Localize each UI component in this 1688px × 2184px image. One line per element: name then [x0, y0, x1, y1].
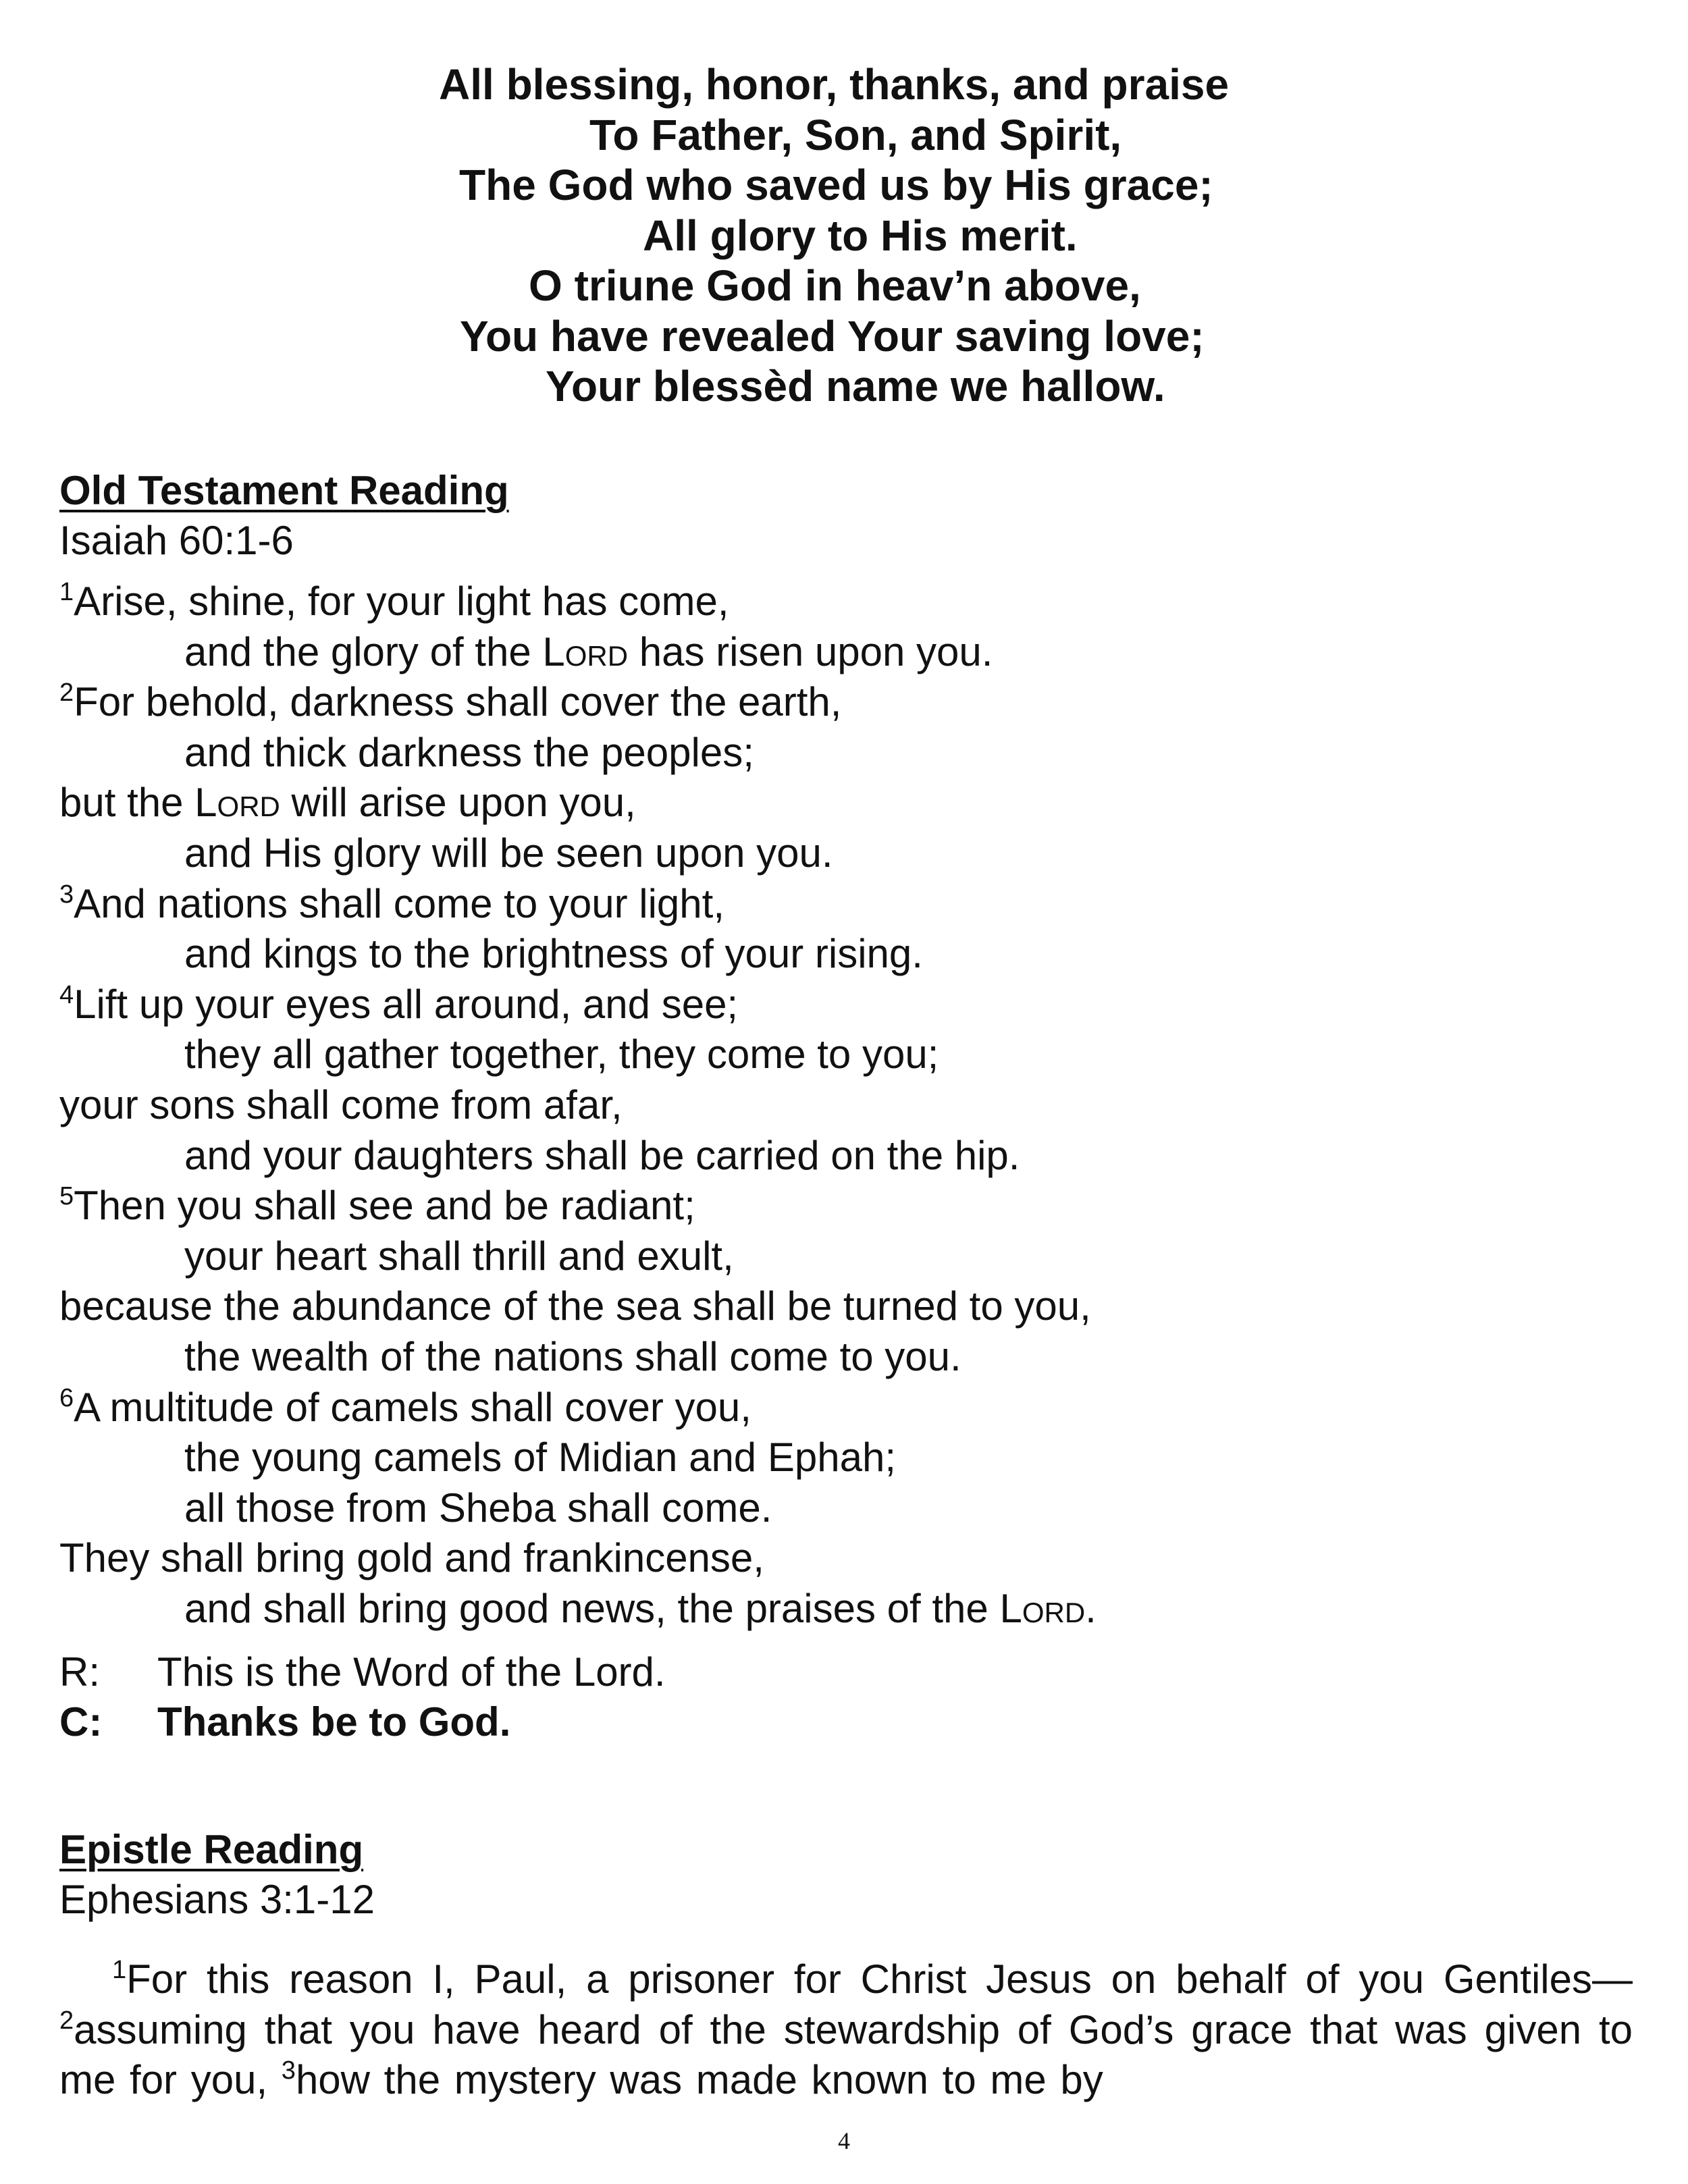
verse-line	[59, 1131, 1633, 1181]
verse-text: Then you shall see and be radiant;	[74, 1183, 695, 1229]
verse-number: 2	[59, 678, 74, 708]
verse-line	[59, 1533, 1633, 1584]
verse-text: For this reason I, Paul, a prisoner for Christ Jesus on behalf of you Gentiles—	[126, 1956, 1633, 2002]
verse-line	[59, 627, 1633, 678]
hymn-line: All glory to His merit.	[643, 211, 1078, 260]
verse-text: and thick darkness the peoples;	[184, 729, 754, 775]
verse-text: how the mystery was made known to me by	[295, 2057, 1103, 2102]
verse-text: your sons shall come from afar,	[59, 1082, 623, 1127]
hymn-line: All blessing, honor, thanks, and praise	[439, 60, 1230, 109]
verse-text: and kings to the brightness of your rising.	[184, 931, 923, 977]
verse-text: and your daughters shall be carried on the hip.	[184, 1132, 1020, 1178]
verse-number: 2	[59, 2006, 74, 2035]
hymn-line: O triune God in heav’n above,	[529, 261, 1141, 310]
divine-name: Lord	[542, 629, 629, 674]
verse-text: but the	[59, 780, 195, 826]
verse-line	[59, 728, 1633, 778]
verse-line	[59, 980, 1633, 1030]
verse-text: .	[1085, 1585, 1097, 1631]
old-testament-citation: Isaiah 60:1-6	[59, 518, 294, 563]
verse-text: they all gather together, they come to you;	[184, 1032, 939, 1077]
verse-line	[59, 1433, 1633, 1483]
congregation-label: C:	[59, 1699, 103, 1745]
verse-line	[59, 828, 1633, 879]
verse-text: They shall bring gold and frankincense,	[59, 1535, 764, 1581]
page-number: 4	[838, 2127, 850, 2154]
divine-name: Lord	[194, 780, 280, 826]
verse-line	[59, 1231, 1633, 1282]
verse-line	[59, 1483, 1633, 1534]
verse-number: 4	[59, 980, 74, 1009]
verse-text: Lift up your eyes all around, and see;	[74, 981, 739, 1027]
reader-label: R:	[59, 1649, 100, 1695]
verse-text: For behold, darkness shall cover the earth,	[74, 679, 842, 725]
verse-text: because the abundance of the sea shall be turned to you,	[59, 1283, 1091, 1329]
verse-text: and the glory of the	[184, 629, 543, 674]
epistle-section	[59, 1825, 1633, 2106]
verse-text: the young camels of Midian and Ephah;	[184, 1435, 897, 1481]
verse-line	[59, 1030, 1633, 1080]
verse-text: all those from Sheba shall come.	[184, 1485, 772, 1530]
verse-line	[59, 778, 1633, 828]
verse-text: and His glory will be seen upon you.	[184, 830, 833, 876]
verse-line	[59, 929, 1633, 980]
epistle-heading: Epistle Reading	[59, 1827, 364, 1872]
old-testament-text	[59, 577, 1633, 1634]
hymn-line: To Father, Son, and Spirit,	[589, 110, 1122, 159]
verse-number: 6	[59, 1383, 74, 1412]
verse-text: will arise upon you,	[280, 780, 636, 826]
verse-text: A multitude of camels shall cover you,	[74, 1384, 751, 1430]
old-testament-section	[59, 466, 1633, 1747]
hymn-line: Your blessèd name we hallow.	[546, 362, 1165, 410]
verse-text: the wealth of the nations shall come to you.	[184, 1333, 961, 1379]
verse-number: 3	[281, 2056, 296, 2085]
verse-text: has risen upon you.	[628, 629, 993, 674]
congregation-text: Thanks be to God.	[157, 1699, 511, 1745]
verse-text: And nations shall come to your light,	[74, 880, 725, 926]
hymn-line: You have revealed Your saving love;	[460, 311, 1205, 361]
responsory	[59, 1647, 1633, 1747]
verse-line	[59, 1332, 1633, 1383]
verse-line	[59, 1281, 1633, 1332]
verse-text: assuming that you have heard of the stewardship of God’s grace that was given to me for you,	[59, 2006, 1633, 2102]
verse-text: and shall bring good news, the praises of the	[184, 1585, 1000, 1631]
epistle-citation: Ephesians 3:1-12	[59, 1877, 375, 1922]
hymn-line: The God who saved us by His grace;	[459, 161, 1213, 209]
old-testament-heading: Old Testament Reading	[59, 468, 509, 513]
divine-name: Lord	[999, 1585, 1086, 1631]
verse-line	[59, 1584, 1633, 1634]
verse-text: your heart shall thrill and exult,	[184, 1233, 734, 1279]
verse-line	[59, 577, 1633, 627]
congregation-response	[59, 1697, 1633, 1747]
verse-number: 3	[59, 880, 74, 909]
verse-line	[59, 677, 1633, 728]
verse-line	[59, 879, 1633, 930]
verse-line	[59, 1181, 1633, 1231]
hymn-stanza	[0, 59, 1688, 412]
verse-line	[59, 1080, 1633, 1131]
reader-text: This is the Word of the Lord.	[157, 1649, 666, 1695]
verse-line	[59, 1383, 1633, 1433]
verse-number: 5	[59, 1182, 74, 1211]
reader-response	[59, 1647, 1633, 1697]
verse-number: 1	[112, 1956, 127, 1984]
epistle-text	[59, 1954, 1633, 2106]
verse-number: 1	[59, 578, 74, 606]
verse-text: Arise, shine, for your light has come,	[74, 579, 729, 624]
